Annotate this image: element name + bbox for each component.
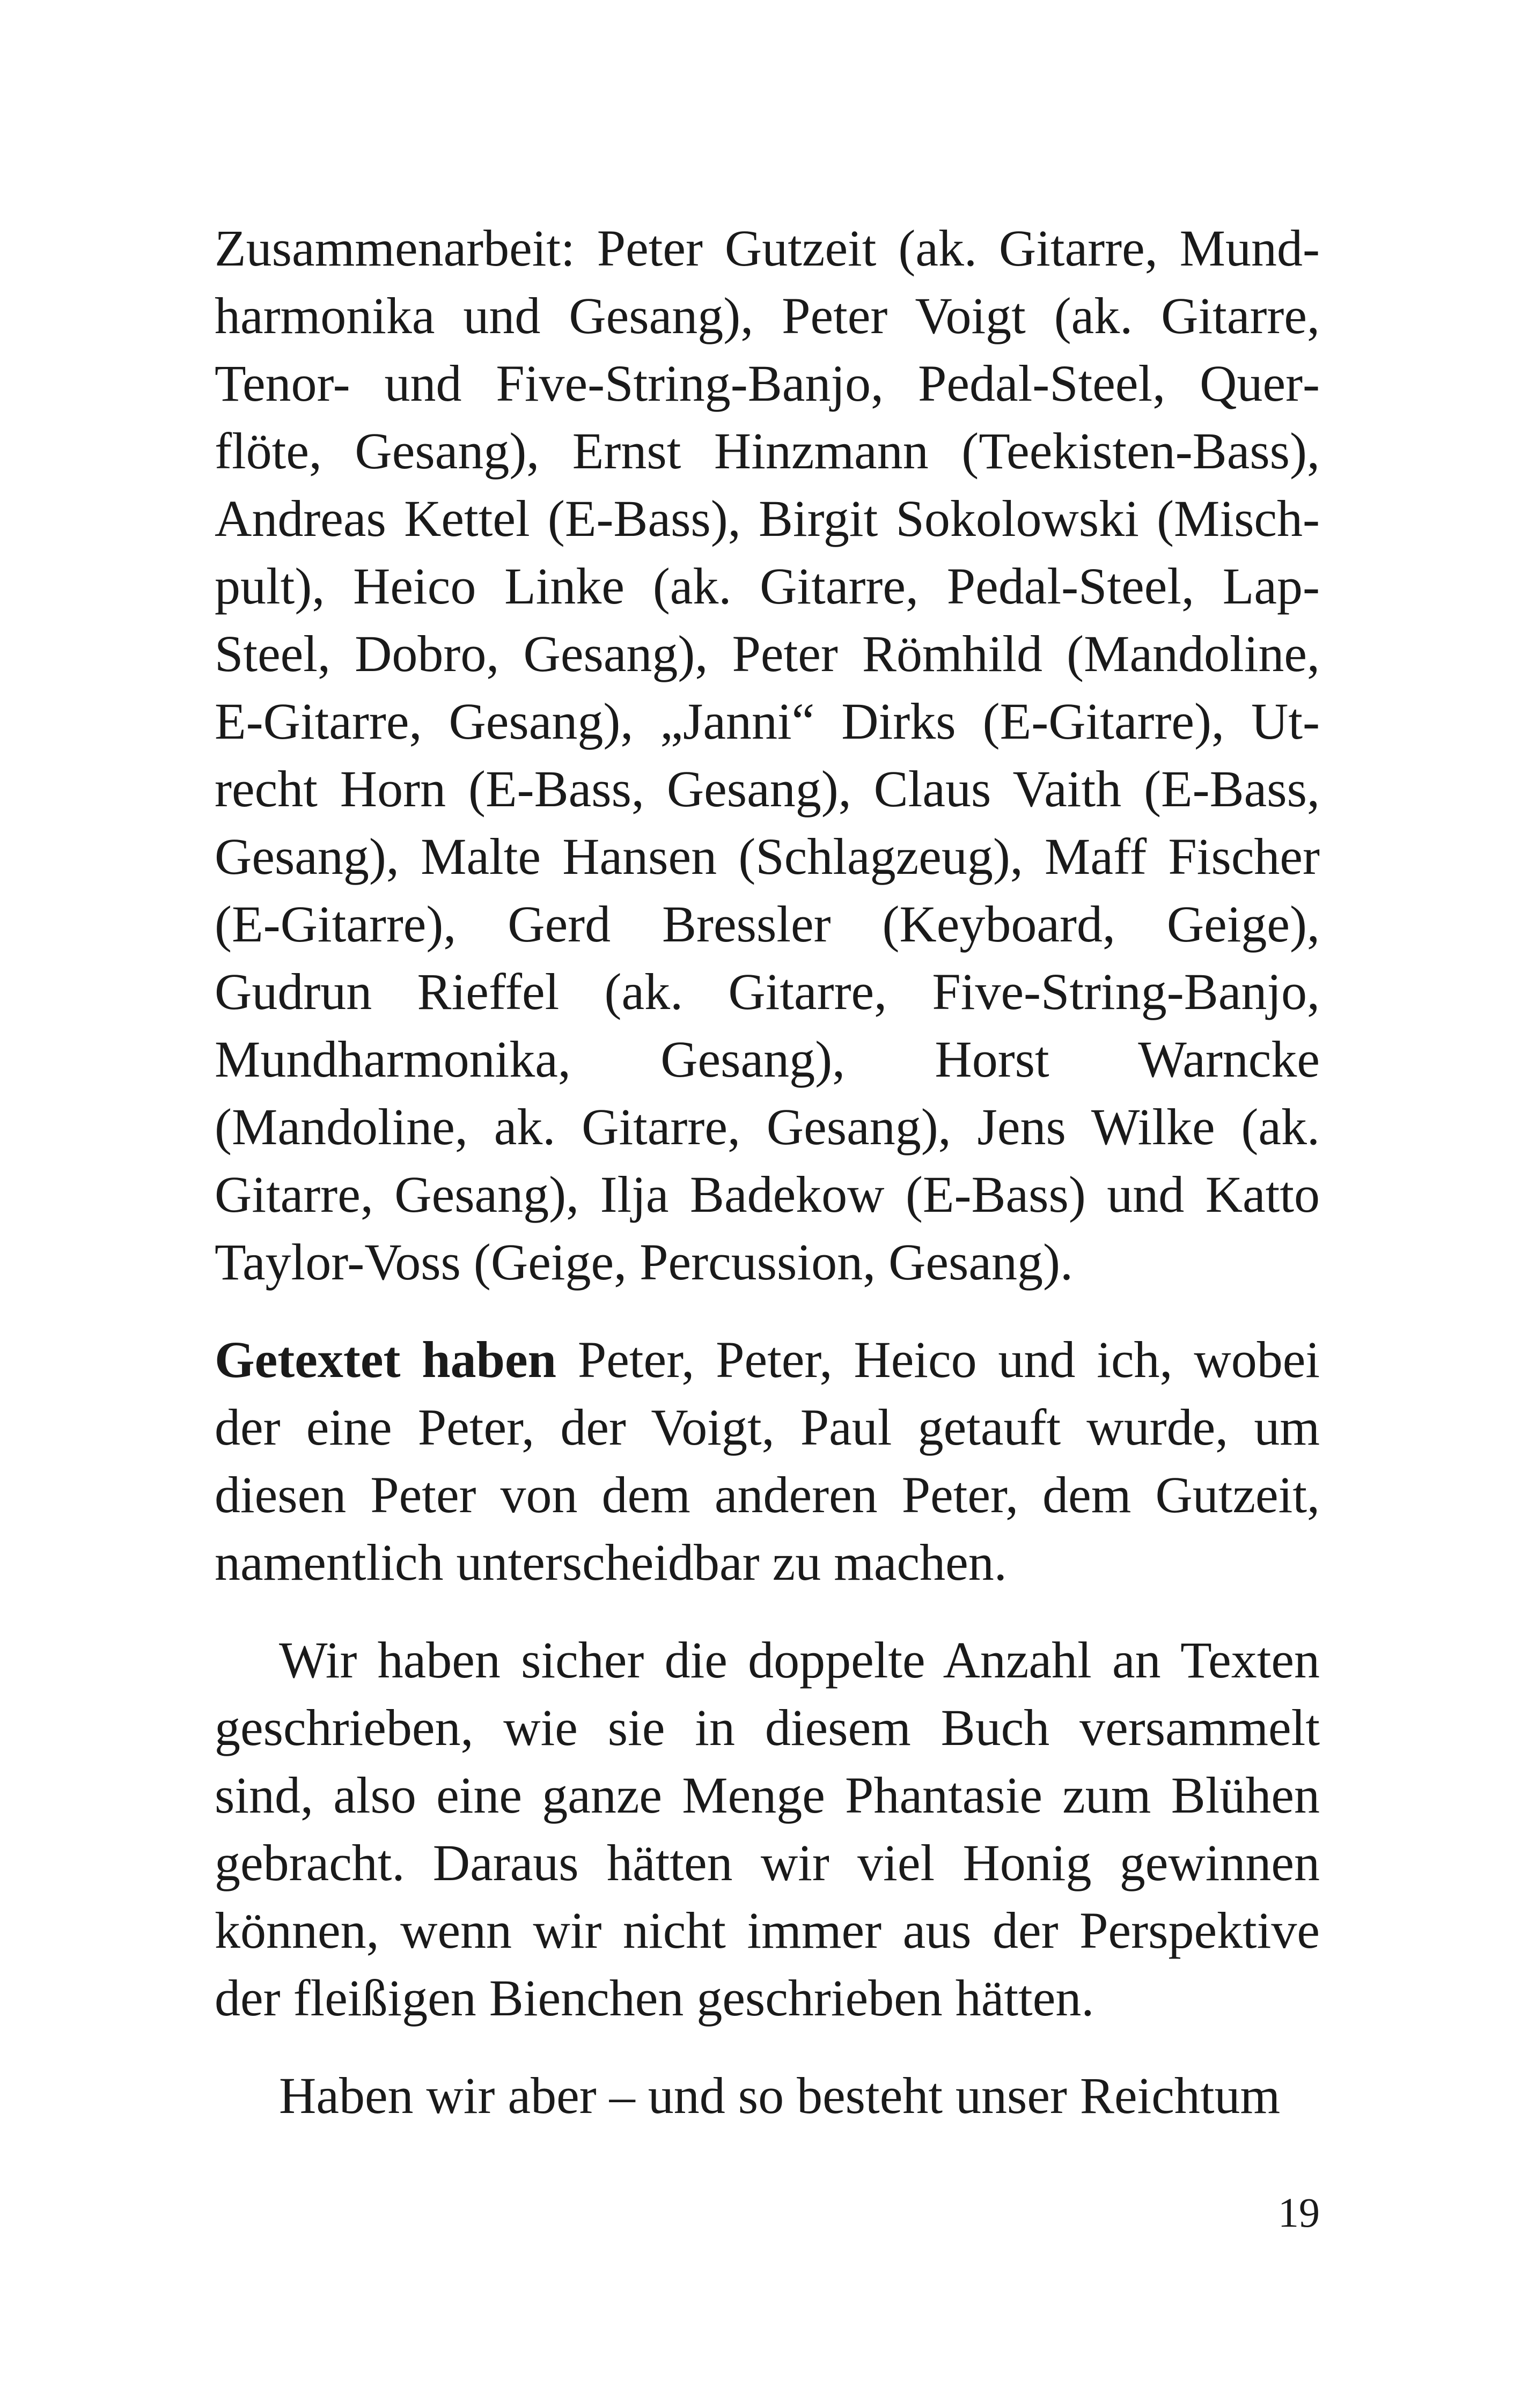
page-number: 19: [1278, 2189, 1320, 2236]
paragraph-lyricists: [215, 1326, 1320, 1596]
paragraph-lead-bold: Getextet haben: [215, 1331, 557, 1388]
paragraph-texts-written: Wir haben sicher die doppelte Anzahl an Texten geschrieben, wie sie in diesem Buch versammelt sind, also eine ganze Menge Phantasie zum Blühen gebracht. Daraus hätten wir viel Honig gewinnen können, wenn wir nicht immer aus der Perspektive der fleißigen Bienchen geschrieben hätten.: [215, 1631, 1320, 2027]
paragraph-lyricists-text: Peter, Peter, Heico und ich, wobei der eine Peter, der Voigt, Paul getauft wurde, um diesen Peter von dem anderen Peter, dem Gutzeit, namentlich unterscheidbar zu machen.: [215, 1331, 1320, 1591]
paragraph-contributors: Zusammenarbeit: Peter Gutzeit (ak. Gitarre, Mundharmonika und Gesang), Peter Voigt (ak. Gitarre, Tenor- und Five-String-Banjo, Pedal-Steel, Querflöte, Gesang), Ernst Hinzmann (Teekisten-Bass), Andreas Kettel (E-Bass), Birgit Sokolowski (Mischpult), Heico Linke (ak. Gitarre, Pedal-Steel, Lap-Steel, Dobro, Gesang), Peter Römhild (Mandoline, E-Gitarre, Gesang), „Janni“ Dirks (E-Gitarre), Utrecht Horn (E-Bass, Gesang), Claus Vaith (E-Bass, Gesang), Malte Hansen (Schlagzeug), Maff Fischer (E-Gitarre), Gerd Bressler (Keyboard, Geige), Gudrun Rieffel (ak. Gitarre, Five-String-Banjo, Mundharmonika, Gesang), Horst Warncke (Mandoline, ak. Gitarre, Gesang), Jens Wilke (ak. Gitarre, Gesang), Ilja Badekow (E-Bass) und Katto Taylor-Voss (Geige, Percussion, Gesang).: [215, 219, 1320, 1291]
body-text: [215, 215, 1320, 2130]
paragraph-continuation: Haben wir aber – und so besteht unser Reichtum: [279, 2067, 1281, 2124]
